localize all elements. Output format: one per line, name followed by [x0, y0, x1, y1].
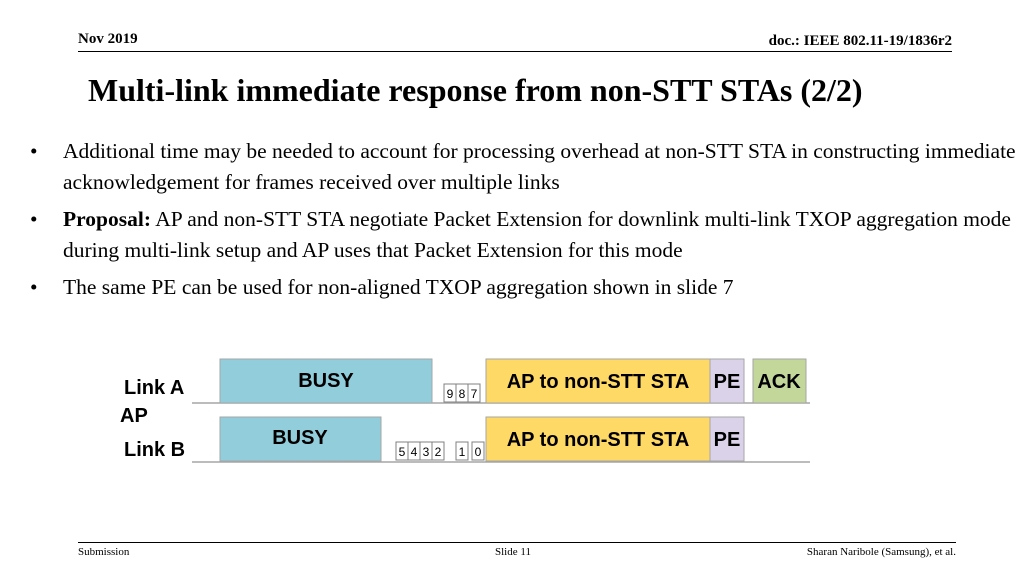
bullet-item — [30, 136, 1020, 198]
backoff-slots-a — [444, 384, 480, 402]
backoff-slot-label: 2 — [434, 445, 442, 459]
bullet-dot-icon: • — [30, 139, 38, 163]
pe-label-a: PE — [713, 371, 741, 393]
backoff-slot-label: 0 — [474, 445, 482, 459]
backoff-slot-label: 8 — [458, 387, 466, 401]
bullet-item — [30, 272, 1020, 303]
slide-title: Multi-link immediate response from non-STT STAs (2/2) — [88, 72, 863, 108]
backoff-slot-label: 3 — [422, 445, 430, 459]
header-date: Nov 2019 — [78, 31, 138, 47]
bullet-lead: Proposal: — [63, 207, 151, 231]
link-b-label: Link B — [124, 439, 186, 461]
footer-submission: Submission — [78, 546, 130, 558]
backoff-slot-label: 5 — [398, 445, 406, 459]
pe-label-b: PE — [713, 429, 741, 451]
footer-author: Sharan Naribole (Samsung), et al. — [806, 546, 956, 558]
ack-label-a: ACK — [757, 371, 801, 393]
busy-label-a: BUSY — [298, 370, 354, 392]
backoff-slot-label: 7 — [470, 387, 478, 401]
backoff-slots-b — [396, 442, 484, 460]
frame-label-b: AP to non-STT STA — [506, 429, 690, 451]
header-doc-id: doc.: IEEE 802.11-19/1836r2 — [768, 33, 952, 49]
footer-slide-number: Slide 11 — [495, 546, 531, 558]
backoff-slot-label: 4 — [410, 445, 418, 459]
footer-divider — [78, 542, 956, 543]
bullet-text: The same PE can be used for non-aligned TXOP aggregation shown in slide 7 — [63, 275, 734, 299]
busy-label-b: BUSY — [272, 427, 328, 449]
header-divider — [78, 51, 952, 52]
ap-label: AP — [120, 405, 148, 427]
link-a-label: Link A — [124, 377, 185, 399]
backoff-slot-label: 9 — [446, 387, 454, 401]
multi-link-diagram — [110, 350, 820, 480]
bullet-item — [30, 204, 1020, 266]
bullet-text: Additional time may be needed to account for processing overhead at non-STT STA in constructing immediate acknowledgement for frames received over multiple links — [63, 139, 1016, 194]
bullet-dot-icon: • — [30, 207, 38, 231]
bullet-dot-icon: • — [30, 275, 38, 299]
bullet-text: AP and non-STT STA negotiate Packet Extension for downlink multi-link TXOP aggregation mode during multi-link setup and AP uses that Packet Extension for this mode — [63, 207, 1011, 262]
bullet-list — [30, 136, 1020, 309]
frame-label-a: AP to non-STT STA — [506, 371, 690, 393]
backoff-slot-label: 1 — [458, 445, 466, 459]
